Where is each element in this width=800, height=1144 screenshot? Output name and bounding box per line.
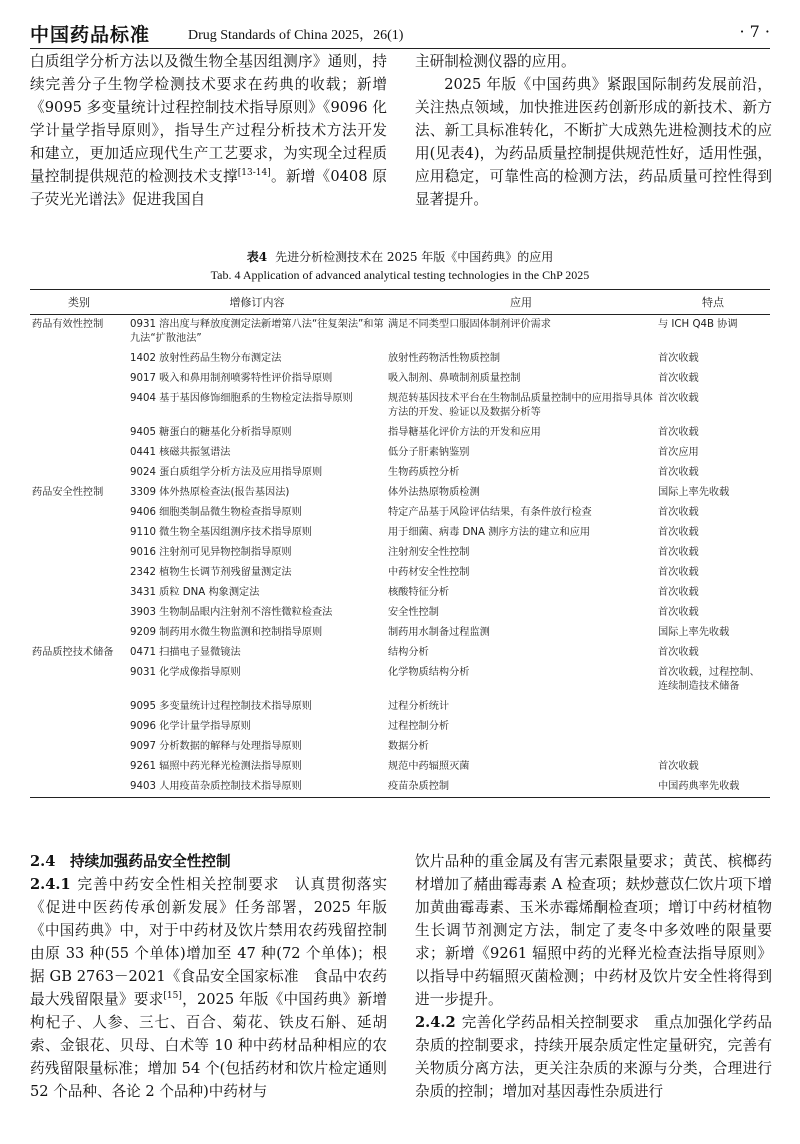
cell-application: 体外法热原物质检测	[388, 487, 480, 498]
bottom-right-paragraph-2: 2.4.2 完善化学药品相关控制要求 重点加强化学药品杂质的控制要求，持续开展杂质定性定量研究，完善有关物质分离方法，更关注杂质的来源与分类，合理进行杂质的控制；增加对基因毒性杂质进行	[415, 1014, 772, 1100]
table-row	[30, 623, 770, 643]
cell-application: 低分子肝素钠鉴别	[388, 447, 470, 458]
cell-application: 规范转基因技术平台在生物制品质量控制中的应用指导具体方法的开发、验证以及数据分析等	[388, 393, 653, 418]
journal-title-en: Drug Standards of China 2025，26(1)	[188, 28, 404, 43]
cell-application: 中药材安全性控制	[388, 567, 470, 578]
bottom-left-column	[30, 850, 387, 1103]
col-header-item: 增修订内容	[128, 290, 386, 315]
table-row	[30, 349, 770, 369]
bottom-right-column	[415, 850, 772, 1103]
page-number: · 7 ·	[739, 22, 770, 41]
top-left-column	[30, 50, 387, 211]
cell-application: 结构分析	[388, 647, 429, 658]
cell-feature: 与 ICH Q4B 协调	[658, 319, 738, 330]
table-row	[30, 563, 770, 583]
cell-item: 9405 糖蛋白的糖基化分析指导原则	[130, 427, 292, 438]
cell-feature	[656, 697, 770, 717]
top-left-paragraph: 白质组学分析方法以及微生物全基因组测序》通则，持续完善分子生物学检测技术要求在药典的收载；新增《9095 多变量统计过程控制技术指导原则》《9096 化学计量学指导原则》，指导生产过程分析技术方法开发和建立，更加适应现代生产工艺要求，为实现全过程质量控制提供规范的检测技术支撑[13-14]。新增《0408 原子荧光光谱法》促进我国自	[30, 53, 387, 208]
cell-category	[30, 463, 128, 483]
cell-feature: 中国药典率先收载	[656, 777, 770, 798]
cell-category	[30, 737, 128, 757]
cell-item: 9031 化学成像指导原则	[130, 667, 241, 678]
cell-application: 数据分析	[388, 741, 429, 752]
table-row	[30, 717, 770, 737]
cell-item: 0441 核磁共振氢谱法	[130, 447, 231, 458]
cell-application: 满足不同类型口服固体制剂评价需求	[388, 319, 551, 330]
cell-application: 注射剂安全性控制	[388, 547, 470, 558]
journal-title-cn: 中国药品标准	[30, 24, 151, 46]
running-header	[30, 18, 770, 49]
cell-category	[30, 717, 128, 737]
table-row	[30, 483, 770, 503]
cell-application: 生物药质控分析	[388, 467, 460, 478]
table-row	[30, 643, 770, 663]
cell-application: 过程控制分析	[388, 721, 450, 732]
cell-feature: 首次收载	[658, 393, 699, 404]
cell-category	[30, 583, 128, 603]
table-row	[30, 523, 770, 543]
table-row	[30, 463, 770, 483]
citation: [13-14]	[237, 168, 271, 179]
cell-feature: 首次收载	[658, 587, 699, 598]
cell-application: 核酸特征分析	[388, 587, 450, 598]
cell-item: 0931 溶出度与释放度测定法新增第八法“往复架法”和第九法“扩散池法”	[130, 319, 384, 344]
subsection-title: 完善化学药品相关控制要求	[461, 1014, 640, 1031]
subsection-number: 2.4.1	[30, 876, 71, 893]
cell-category	[30, 663, 128, 697]
cell-category	[30, 349, 128, 369]
table-row	[30, 503, 770, 523]
cell-application: 规范中药辐照灭菌	[388, 761, 470, 772]
table-row	[30, 737, 770, 757]
cell-category: 药品质控技术储备	[32, 647, 114, 658]
cell-application: 特定产品基于风险评估结果，有条件放行检查	[388, 507, 592, 518]
cell-item: 9209 制药用水微生物监测和控制指导原则	[130, 627, 323, 638]
table-row	[30, 757, 770, 777]
cell-category	[30, 757, 128, 777]
cell-feature	[656, 717, 770, 737]
table-row	[30, 443, 770, 463]
cell-item: 9095 多变量统计过程控制技术指导原则	[130, 701, 312, 712]
cell-feature: 首次收载	[658, 353, 699, 364]
citation: [15]	[163, 991, 182, 1002]
cell-application: 指导糖基化评价方法的开发和应用	[388, 427, 541, 438]
cell-item: 9024 蛋白质组学分析方法及应用指导原则	[130, 467, 323, 478]
cell-application: 制药用水制备过程监测	[388, 627, 490, 638]
cell-item: 9403 人用疫苗杂质控制技术指导原则	[128, 777, 386, 798]
subsection-number: 2.4.2	[415, 1014, 456, 1031]
cell-feature: 首次收载	[658, 467, 699, 478]
table-label: 表4	[246, 250, 268, 264]
cell-application: 安全性控制	[388, 607, 439, 618]
cell-category	[30, 523, 128, 543]
cell-feature: 首次收载	[658, 373, 699, 384]
cell-category	[30, 623, 128, 643]
cell-application: 过程分析统计	[388, 701, 450, 712]
top-right-paragraph-1: 主研制检测仪器的应用。	[415, 53, 576, 70]
table-header-row	[30, 290, 770, 315]
cell-feature: 首次收载，过程控制、连续制造技术储备	[658, 667, 760, 692]
col-header-category: 类别	[30, 290, 128, 315]
cell-item: 3431 质粒 DNA 构象测定法	[130, 587, 260, 598]
cell-category	[30, 369, 128, 389]
cell-feature: 首次收载	[658, 547, 699, 558]
col-header-application: 应用	[386, 290, 656, 315]
cell-application: 用于细菌、病毒 DNA 测序方法的建立和应用	[388, 527, 591, 538]
table-caption-cn: 表4 先进分析检测技术在 2025 年版《中国药典》的应用	[246, 250, 554, 264]
cell-category	[30, 543, 128, 563]
cell-feature	[656, 737, 770, 757]
cell-feature: 国际上率先收载	[658, 627, 730, 638]
table-row	[30, 583, 770, 603]
cell-item: 9261 辐照中药光释光检测法指导原则	[130, 761, 302, 772]
table-row	[30, 423, 770, 443]
cell-feature: 首次收载	[658, 507, 699, 518]
cell-category: 药品安全性控制	[32, 487, 104, 498]
cell-feature: 国际上率先收载	[658, 487, 730, 498]
cell-feature: 首次收载	[658, 607, 699, 618]
cell-feature: 首次收载	[658, 761, 699, 772]
cell-item: 9016 注射剂可见异物控制指导原则	[130, 547, 292, 558]
cell-feature: 首次收载	[658, 647, 699, 658]
cell-application: 化学物质结构分析	[388, 667, 470, 678]
table-row	[30, 315, 770, 350]
cell-category: 药品有效性控制	[32, 319, 104, 330]
table-caption-en: Tab. 4 Application of advanced analytical testing technologies in the ChP 2025	[210, 268, 590, 282]
cell-feature: 首次收载	[658, 567, 699, 578]
table-4	[30, 289, 770, 798]
cell-item: 1402 放射性药品生物分布测定法	[130, 353, 282, 364]
cell-category	[30, 777, 128, 798]
section-heading: 2.4 持续加强药品安全性控制	[30, 853, 231, 870]
cell-category	[30, 697, 128, 717]
table-row	[30, 777, 770, 798]
table-row	[30, 603, 770, 623]
cell-item: 9404 基于基因修饰细胞系的生物检定法指导原则	[130, 393, 353, 404]
cell-item: 9406 细胞类制品微生物检查指导原则	[130, 507, 302, 518]
table-row	[30, 389, 770, 423]
cell-item: 9017 吸入和鼻用制剂喷雾特性评价指导原则	[130, 373, 333, 384]
cell-application: 吸入制剂、鼻喷制剂质量控制	[388, 373, 521, 384]
cell-category	[30, 563, 128, 583]
subsection-title: 完善中药安全性相关控制要求	[76, 876, 280, 893]
cell-item: 3309 体外热原检查法(报告基因法)	[130, 487, 290, 498]
cell-category	[30, 389, 128, 423]
subsection-paragraph: 2.4.1 完善中药安全性相关控制要求 认真贯彻落实《促进中医药传承创新发展》任务部署，2025 年版《中国药典》中，对于中药材及饮片禁用农药残留控制由原 33 种(55 个单体)增加至 47 种(72 个单体)；根据 GB 2763－2021《食品安全国家标准 食品中农药最大残留限量》要求[15]，2025 年版《中国药典》新增枸杞子、人参、三七、百合、菊花、铁皮石斛、延胡索、金银花、贝母、白术等 10 种中药材品种相应的农药残留限量标准；增加 54 个(包括药材和饮片检定通则 52 个品种、各论 2 个品种)中药材与	[30, 876, 387, 1100]
cell-item: 9097 分析数据的解释与处理指导原则	[130, 741, 302, 752]
cell-application: 放射性药物活性物质控制	[388, 353, 501, 364]
cell-item: 0471 扫描电子显微镜法	[130, 647, 241, 658]
table-row	[30, 369, 770, 389]
top-right-paragraph-2: 2025 年版《中国药典》紧跟国际制药发展前沿，关注热点领域，加快推进医药创新形成的新技术、新方法、新工具标准转化，不断扩大成熟先进检测技术的应用(见表4)，为药品质量控制提供规范性好，适用性强，应用稳定，可靠性高的检测方法，药品质量可控性得到显著提升。	[415, 76, 772, 208]
cell-category	[30, 503, 128, 523]
cell-category	[30, 423, 128, 443]
cell-item: 9096 化学计量学指导原则	[130, 721, 251, 732]
table-row	[30, 697, 770, 717]
bottom-right-paragraph-1: 饮片品种的重金属及有害元素限量要求；黄芪、槟榔药材增加了赭曲霉毒素 A 检查项；麸炒薏苡仁饮片项下增加黄曲霉毒素、玉米赤霉烯酮检查项；增订中药材植物生长调节剂测定方法，制定了麦冬中多效唑的限量要求；新增《9261 辐照中药的光释光检查法指导原则》以指导中药辐照灭菌检测；中药材及饮片安全性将得到进一步提升。	[415, 853, 772, 1008]
cell-application: 疫苗杂质控制	[386, 777, 656, 798]
table-row	[30, 663, 770, 697]
cell-item: 2342 植物生长调节剂残留量测定法	[130, 567, 292, 578]
cell-category	[30, 603, 128, 623]
cell-category	[30, 443, 128, 463]
top-right-column	[415, 50, 772, 211]
cell-feature: 首次应用	[658, 447, 699, 458]
cell-item: 3903 生物制品眼内注射剂不溶性微粒检查法	[130, 607, 333, 618]
cell-item: 9110 微生物全基因组测序技术指导原则	[130, 527, 312, 538]
cell-feature: 首次收载	[658, 427, 699, 438]
col-header-feature: 特点	[656, 290, 770, 315]
cell-feature: 首次收载	[658, 527, 699, 538]
table-row	[30, 543, 770, 563]
